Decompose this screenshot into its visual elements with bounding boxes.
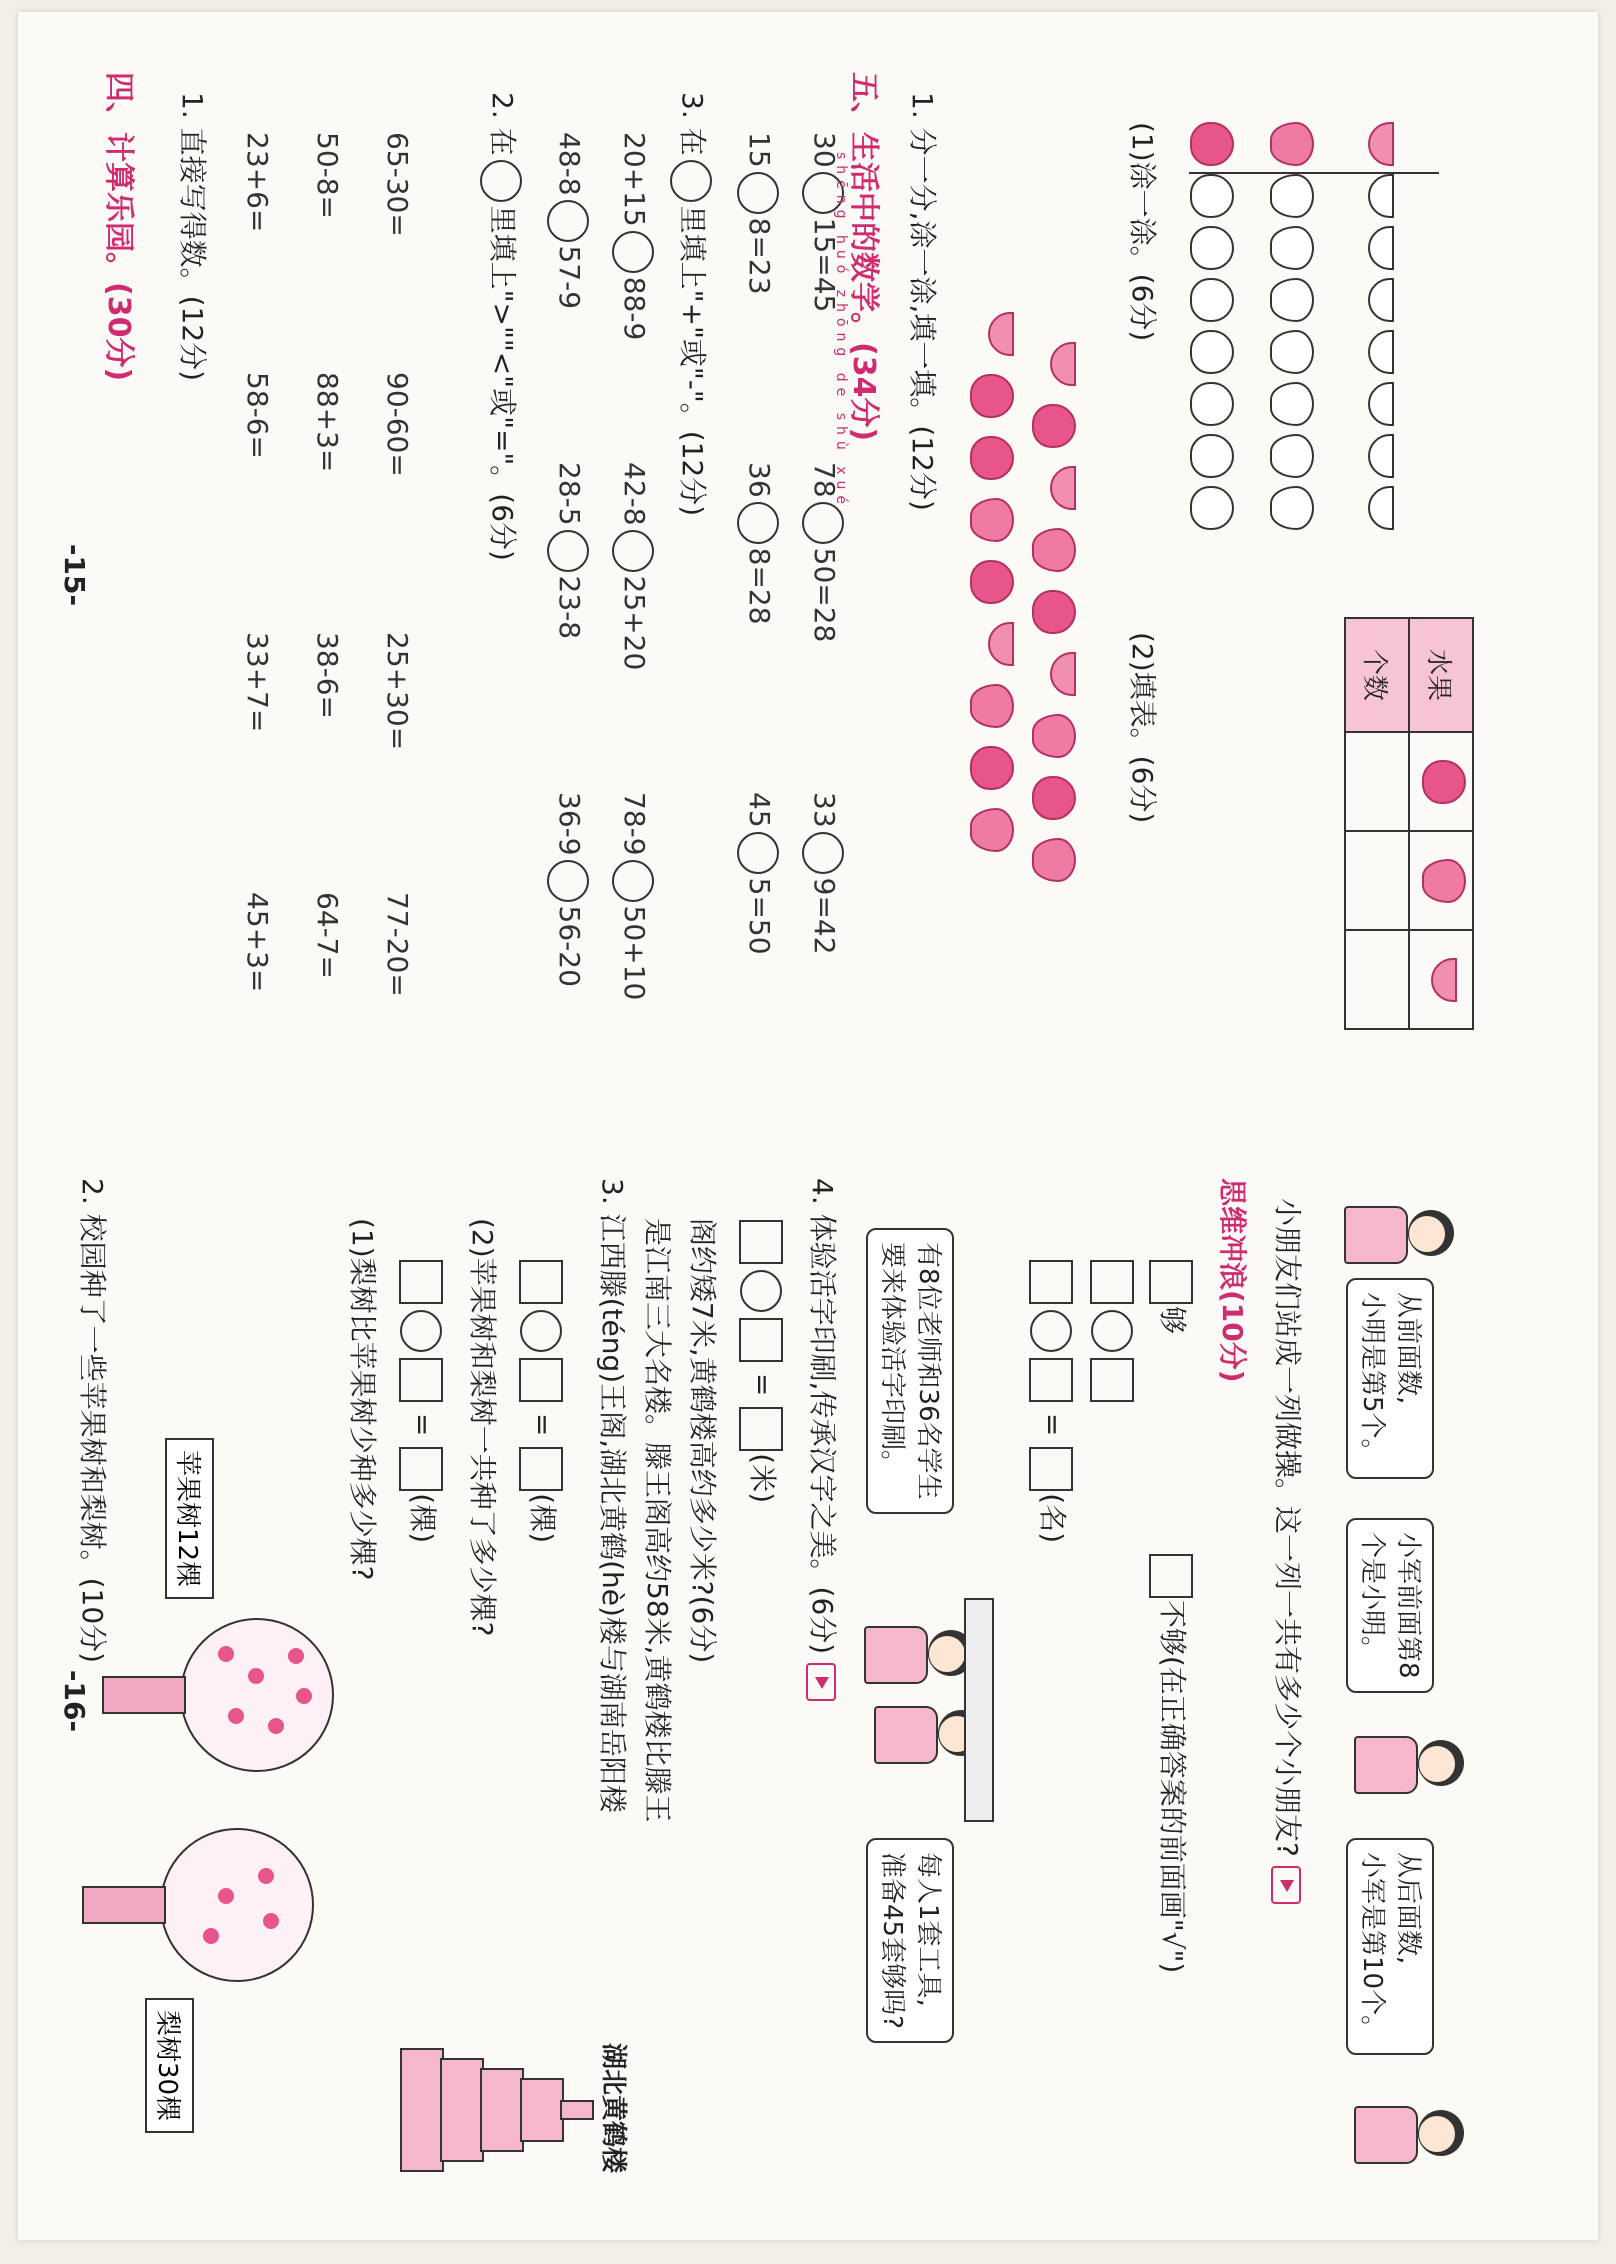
unit-label: (米) <box>746 1453 779 1504</box>
answer-circle[interactable] <box>802 832 844 874</box>
answer-box[interactable] <box>399 1260 443 1304</box>
pear-icon <box>1032 714 1076 758</box>
speech-bubble-1 <box>1346 1278 1434 1479</box>
apple-icon <box>970 560 1014 604</box>
compare-left: 20+15 <box>618 132 651 227</box>
compare-right: 9=42 <box>808 877 841 955</box>
compare-item <box>547 792 589 987</box>
answer-box[interactable] <box>739 1220 783 1264</box>
compare-item <box>612 132 654 340</box>
q1-label: 1. 直接写得数。(12分) <box>176 92 209 382</box>
challenge-question <box>1269 1198 1309 1904</box>
q1-expression: 77-20= <box>381 892 414 997</box>
q1-expression: 33+7= <box>241 632 274 733</box>
p16-q3-answer: = (米) <box>739 1218 784 1503</box>
q3-label <box>670 92 714 516</box>
pear-icon <box>970 808 1014 852</box>
answer-circle[interactable] <box>547 200 589 242</box>
compare-right: 88-9 <box>618 276 651 341</box>
apple-tree-sign: 苹果树12棵 <box>165 1438 214 1599</box>
unit-label: (名) <box>1036 1493 1069 1544</box>
pear-tree-sign: 梨树30棵 <box>145 1998 194 2133</box>
video-icon[interactable] <box>1271 1866 1301 1904</box>
bubble-line: 小明是第5个。 <box>1357 1292 1387 1465</box>
compare-left: 28-5 <box>553 462 586 526</box>
page-15 <box>18 12 1616 1138</box>
compare-left: 45 <box>743 792 776 828</box>
answer-box[interactable] <box>739 1407 783 1451</box>
banana-icon <box>1050 342 1076 386</box>
bubble-line: 从前面数, <box>1393 1292 1423 1405</box>
compare-item <box>612 792 654 1000</box>
compare-right: 15=45 <box>808 217 841 313</box>
q2-label-pre: 2. 在 <box>486 92 519 156</box>
answer-box[interactable] <box>399 1358 443 1402</box>
p16-q2-sub1-answer: = (棵) <box>399 1258 444 1543</box>
pear-outline-icon[interactable] <box>1270 486 1314 530</box>
section-5-title: 五、生活中的数学。(34分) <box>846 72 881 442</box>
s5-sub1-label: (1)涂一涂。(6分) <box>1126 122 1159 342</box>
rotated-spread <box>18 12 1616 2264</box>
speech-bubble-3 <box>1346 1838 1434 2055</box>
q1-expression: 25+30= <box>381 632 414 751</box>
compare-left: 42-8 <box>618 462 651 526</box>
q3-label-post: 里填上"+"或"-"。(12分) <box>676 205 709 517</box>
answer-circle[interactable] <box>612 231 654 273</box>
answer-circle[interactable] <box>547 530 589 572</box>
pear-icon <box>1423 859 1467 903</box>
p16-q3-line1: 3. 江西滕(téng)王阁,湖北黄鹤(hè)楼与湖南岳阳楼 <box>596 1178 629 1813</box>
compare-right: 8=23 <box>743 217 776 295</box>
child-xiaojun-icon <box>1354 1728 1464 1798</box>
compare-left: 78 <box>808 462 841 498</box>
answer-circle[interactable] <box>737 172 779 214</box>
compare-left: 30 <box>808 132 841 168</box>
compare-item <box>737 462 779 625</box>
pear-icon <box>1032 528 1076 572</box>
pear-outline-icon[interactable] <box>1270 434 1314 478</box>
answer-box[interactable] <box>739 1318 783 1362</box>
answer-circle[interactable] <box>612 860 654 902</box>
speech-bubble-teacher <box>866 1228 954 1514</box>
answer-circle[interactable] <box>1091 1310 1133 1352</box>
q1-expression: 50-8= <box>311 132 344 220</box>
apple-outline-icon[interactable] <box>1190 226 1234 270</box>
banana-outline-icon <box>1368 122 1394 166</box>
apple-outline-icon[interactable] <box>1190 330 1234 374</box>
answer-box[interactable] <box>1090 1260 1134 1304</box>
circle-icon <box>480 160 522 202</box>
answer-box[interactable] <box>1029 1358 1073 1402</box>
bubble-line: 个是小明。 <box>1357 1532 1387 1663</box>
pear-outline-icon[interactable] <box>1270 278 1314 322</box>
compare-right: 50=28 <box>808 547 841 643</box>
pear-outline-icon[interactable] <box>1270 226 1314 270</box>
compare-right: 8=28 <box>743 547 776 625</box>
answer-circle[interactable] <box>520 1310 562 1352</box>
checkbox-not-enough[interactable] <box>1149 1554 1193 1598</box>
answer-circle[interactable] <box>737 502 779 544</box>
apple-outline-icon[interactable] <box>1190 486 1234 530</box>
apple-outline-icon[interactable] <box>1190 278 1234 322</box>
compare-item <box>612 462 654 670</box>
challenge-question-text: 小朋友们站成一列做操。这一列一共有多少个小朋友? <box>1271 1198 1304 1857</box>
banana-outline-icon[interactable] <box>1368 278 1394 322</box>
compare-right: 50+10 <box>618 905 651 1001</box>
answer-circle[interactable] <box>1030 1310 1072 1352</box>
compare-item <box>802 792 844 955</box>
table-input-apple[interactable] <box>1345 732 1409 831</box>
q1-expression: 64-7= <box>311 892 344 980</box>
baseline-divider <box>1189 172 1439 174</box>
answer-circle[interactable] <box>547 860 589 902</box>
page-number-15: -15- <box>58 543 91 607</box>
banana-outline-icon[interactable] <box>1368 226 1394 270</box>
apple-icon <box>1423 760 1467 804</box>
p16-q3-line2: 是江南三大名楼。滕王阁高约58米,黄鹤楼比滕王 <box>641 1218 674 1823</box>
q2-label-post: 里填上">""<"或"="。(6分) <box>486 205 519 561</box>
pear-outline-icon[interactable] <box>1270 330 1314 374</box>
scanned-sheet <box>18 12 1598 2240</box>
answer-circle[interactable] <box>740 1270 782 1312</box>
q1-expression: 88+3= <box>311 372 344 473</box>
compare-right: 57-9 <box>553 245 586 310</box>
apple-icon <box>1032 776 1076 820</box>
q1-expression: 45+3= <box>241 892 274 993</box>
apple-icon <box>1032 590 1076 634</box>
answer-circle[interactable] <box>400 1310 442 1352</box>
apple-outline-icon[interactable] <box>1190 382 1234 426</box>
pear-outline-icon[interactable] <box>1270 382 1314 426</box>
pear-outline-icon[interactable] <box>1270 174 1314 218</box>
student-icon <box>864 1618 974 1688</box>
p16-q4-label <box>804 1178 844 1701</box>
apple-outline-icon <box>1190 122 1234 166</box>
compare-left: 36-9 <box>553 792 586 856</box>
speech-bubble-2 <box>1346 1518 1434 1693</box>
p16-q2-label: 2. 校园种了一些苹果树和梨树。(10分) <box>76 1178 109 1664</box>
compare-left: 48-8 <box>553 132 586 196</box>
q2-label <box>480 92 524 561</box>
speech-bubble-student <box>866 1838 954 2043</box>
p16-q2-sub2: (2)苹果树和梨树一共种了多少棵? <box>466 1218 499 1637</box>
bubble-line: 有8位老师和36名学生 <box>913 1242 943 1500</box>
answer-box[interactable] <box>519 1260 563 1304</box>
desk-icon <box>964 1598 994 1822</box>
table-cell-banana <box>1409 930 1473 1029</box>
unit-label: (棵) <box>406 1493 439 1544</box>
apple-icon <box>970 746 1014 790</box>
q1-expression: 65-30= <box>381 132 414 237</box>
compare-left: 36 <box>743 462 776 498</box>
section-5-pinyin: shēng huó zhōng de shù xué <box>833 152 849 510</box>
p16-q2-sub1: (1)梨树比苹果树少种多少棵? <box>346 1218 379 1581</box>
compare-item <box>737 132 779 295</box>
banana-icon <box>1050 466 1076 510</box>
video-icon[interactable] <box>806 1663 836 1701</box>
compare-right: 5=50 <box>743 877 776 955</box>
fruit-count-table <box>1344 617 1474 1030</box>
banana-icon <box>988 622 1014 666</box>
answer-box[interactable] <box>1029 1447 1073 1491</box>
p16-q4-compare <box>1090 1258 1134 1404</box>
table-cell-pear <box>1409 831 1473 930</box>
banana-icon <box>988 312 1014 356</box>
p16-q3-line3: 阁约矮7米,黄鹤楼高约多少米?(6分) <box>686 1218 719 1664</box>
choice-enough: 够 <box>1156 1306 1189 1335</box>
answer-box[interactable] <box>519 1358 563 1402</box>
q1-expression: 58-6= <box>241 372 274 460</box>
compare-right: 25+20 <box>618 575 651 671</box>
compare-left: 78-9 <box>618 792 651 856</box>
compare-right: 56-20 <box>553 905 586 987</box>
apple-icon <box>1032 404 1076 448</box>
challenge-title: 思维冲浪(10分) <box>1216 1178 1249 1383</box>
compare-left: 33 <box>808 792 841 828</box>
bubble-line: 每人1套工具, <box>913 1852 943 2007</box>
q1-expression: 90-60= <box>381 372 414 477</box>
compare-item <box>547 132 589 309</box>
pear-icon <box>1032 838 1076 882</box>
p16-q2-sub2-answer: = (棵) <box>519 1258 564 1543</box>
table-input-pear[interactable] <box>1345 831 1409 930</box>
section-4-title: 四、计算乐园。(30分) <box>101 72 136 382</box>
compare-item <box>547 462 589 639</box>
q1-expression: 23+6= <box>241 132 274 233</box>
compare-left: 15 <box>743 132 776 168</box>
table-input-banana[interactable] <box>1345 930 1409 1029</box>
s5-sub2-label: (2)填表。(6分) <box>1126 632 1159 824</box>
compare-right: 23-8 <box>553 575 586 640</box>
answer-box[interactable] <box>1029 1260 1073 1304</box>
apple-outline-icon[interactable] <box>1190 174 1234 218</box>
banana-outline-icon[interactable] <box>1368 330 1394 374</box>
pear-outline-icon <box>1270 122 1314 166</box>
banana-outline-icon[interactable] <box>1368 174 1394 218</box>
answer-circle[interactable] <box>612 530 654 572</box>
banana-icon <box>1432 958 1458 1002</box>
bubble-line: 从后面数, <box>1393 1852 1423 1965</box>
bubble-line: 准备45套够吗? <box>877 1852 907 2029</box>
bubble-line: 要来体验活字印刷。 <box>877 1242 907 1477</box>
answer-box[interactable] <box>399 1447 443 1491</box>
banana-outline-icon[interactable] <box>1368 434 1394 478</box>
pear-icon <box>970 498 1014 542</box>
pear-icon <box>970 684 1014 728</box>
table-cell-apple <box>1409 732 1473 831</box>
banana-outline-icon[interactable] <box>1368 486 1394 530</box>
banana-icon <box>1050 652 1076 696</box>
s5-q1-label: 1. 分一分,涂一涂,填一填。(12分) <box>906 92 939 511</box>
choice-not-enough: 不够(在正确答案的前面画"√") <box>1156 1599 1189 1974</box>
bubble-line: 小军是第10个。 <box>1357 1852 1387 2042</box>
p16-q4-answer: = (名) <box>1029 1258 1074 1543</box>
p16-q4-label-text: 4. 体验活字印刷,传承汉字之美。(6分) <box>806 1178 839 1655</box>
bubble-line: 小军前面第8 <box>1393 1532 1423 1679</box>
circle-icon <box>670 160 712 202</box>
compare-item <box>737 792 779 955</box>
child-xiaoming-icon <box>1344 1198 1454 1268</box>
page-16 <box>18 1138 1616 2264</box>
checkbox-enough[interactable] <box>1149 1260 1193 1304</box>
tower-icon <box>394 2028 594 2188</box>
apple-icon <box>970 436 1014 480</box>
table-header-fruit: 水果 <box>1409 618 1473 732</box>
page-number-16: -16- <box>58 1669 91 1733</box>
answer-box[interactable] <box>1090 1358 1134 1402</box>
q3-label-pre: 3. 在 <box>676 92 709 156</box>
child-icon <box>1354 2098 1464 2168</box>
p16-q4-choices <box>1149 1258 1194 1973</box>
q1-expression: 38-6= <box>311 632 344 720</box>
answer-box[interactable] <box>519 1447 563 1491</box>
unit-label: (棵) <box>526 1493 559 1544</box>
banana-outline-icon[interactable] <box>1368 382 1394 426</box>
answer-circle[interactable] <box>737 832 779 874</box>
apple-icon <box>970 374 1014 418</box>
apple-outline-icon[interactable] <box>1190 434 1234 478</box>
table-header-count: 个数 <box>1345 618 1409 732</box>
tower-label: 湖北黄鹤楼 <box>598 2043 628 2174</box>
